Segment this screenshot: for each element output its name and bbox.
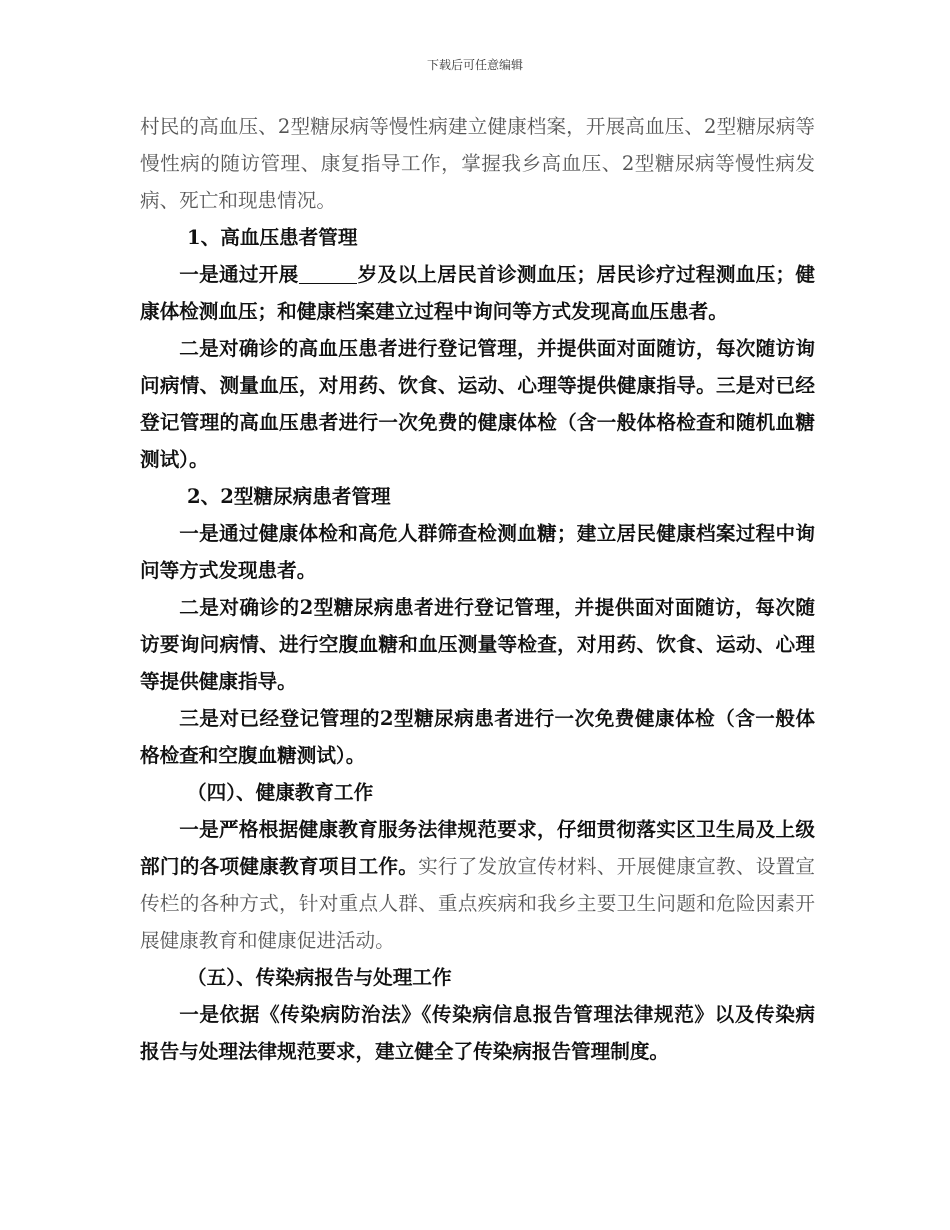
section-heading: 2、2型糖尿病患者管理 (187, 485, 391, 508)
paragraph (140, 256, 815, 330)
paragraph-text: 一是通过开展 (179, 263, 299, 286)
section-heading: （五）、传染病报告与处理工作 (187, 966, 452, 989)
paragraph: 村民的高血压、2型糖尿病等慢性病建立健康档案，开展高血压、2型糖尿病等慢性病的随访管理、康复指导工作，掌握我乡高血压、2型糖尿病等慢性病发病、死亡和现患情况。 (140, 115, 815, 212)
paragraph: 二是对确诊的高血压患者进行登记管理，并提供面对面随访，每次随访询问病情、测量血压，对用药、饮食、运动、心理等提供健康指导。三是对已经登记管理的高血压患者进行一次免费的健康体检（含一般体格检查和随机血糖测试）。 (140, 337, 815, 471)
document-body (140, 108, 815, 1070)
paragraph: 二是对确诊的2型糖尿病患者进行登记管理，并提供面对面随访，每次随访要询问病情、进行空腹血糖和血压测量等检查，对用药、饮食、运动、心理等提供健康指导。 (140, 596, 815, 693)
paragraph (140, 811, 815, 959)
section-heading: 1、高血压患者管理 (187, 226, 358, 249)
paragraph: 一是依据《传染病防治法》《传染病信息报告管理法律规范》以及传染病报告与处理法律规范要求，建立健全了传染病报告管理制度。 (140, 1003, 815, 1063)
paragraph-text: 一是严格根据健康教育服务法律规范要求，仔细贯彻落实区卫生局及上级部门的各项健康教育项目工作。 (140, 818, 815, 878)
paragraph: 一是通过健康体检和高危人群筛查检测血糖；建立居民健康档案过程中询问等方式发现患者。 (140, 522, 815, 582)
blank-underline (299, 263, 358, 284)
section-heading: （四）、健康教育工作 (187, 781, 374, 804)
page-header: 下载后可任意编辑 (426, 58, 523, 72)
paragraph-text: 岁及以上居民首诊测血压；居民诊疗过程测血压；健康体检测血压；和健康档案建立过程中询问等方式发现高血压患者。 (140, 263, 816, 323)
paragraph: 三是对已经登记管理的2型糖尿病患者进行一次免费健康体检（含一般体格检查和空腹血糖测试）。 (140, 707, 815, 767)
paragraph-text: 实行了发放宣传材料、开展健康宣教、设置宣传栏的各种方式，针对重点人群、重点疾病和我乡主要卫生问题和危险因素开展健康教育和健康促进活动。 (140, 855, 816, 952)
